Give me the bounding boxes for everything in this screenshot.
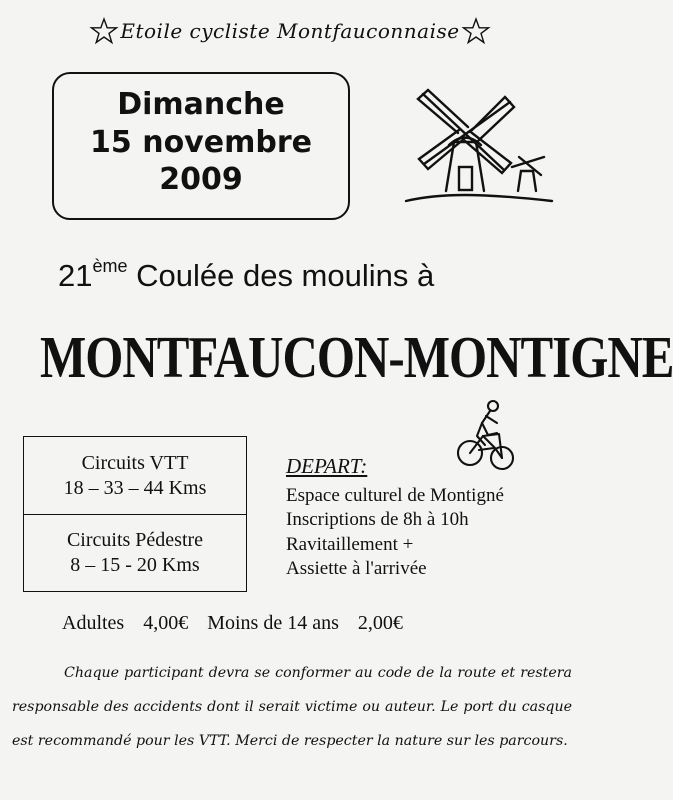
event-year: 2009 [159,162,243,197]
star-icon [462,17,490,45]
event-title [58,258,434,294]
departure-info [286,453,504,581]
registration-hours: Inscriptions de 8h à 10h [286,509,469,531]
participant-notice: Chaque participant devra se conformer au code de la route et restera responsable des accidents dont il serait victime ou auteur. Le port du casque est recommandé pour les VTT. Merci de respecter la nature sur les parcours. [12,665,572,749]
star-icon [90,17,118,45]
event-ordinal-suffix: ème [92,256,128,276]
child-price: 2,00€ [357,612,403,634]
windmill-icon [400,85,555,207]
circuits-table [23,436,247,592]
adult-price: 4,00€ [143,612,189,634]
event-date-box [52,72,350,220]
departure-title: DEPART: [286,454,368,478]
departure-location: Espace culturel de Montigné [286,484,504,506]
event-number: 21 [58,258,93,293]
vtt-distances: 18 – 33 – 44 Kms [63,476,207,499]
prices-line [62,612,417,635]
adult-price-label: Adultes [62,612,125,634]
arrival-meal: Assiette à l'arrivée [286,557,427,579]
walking-label: Circuits Pédestre [66,529,204,551]
walking-distances: 8 – 15 - 20 Kms [70,554,200,576]
event-date: 15 novembre [90,124,312,160]
club-name: Etoile cycliste Montfauconnaise [120,19,460,43]
walking-circuits [24,514,246,591]
club-header [90,14,490,48]
child-price-label: Moins de 14 ans [207,612,339,634]
event-title-rest: Coulée des moulins à [127,258,435,293]
refreshments: Ravitaillement + [286,533,414,555]
vtt-label: Circuits VTT [81,451,189,474]
vtt-circuits [24,437,246,514]
event-day: Dimanche [117,87,285,122]
event-location: MONTFAUCON-MONTIGNE [40,323,673,391]
